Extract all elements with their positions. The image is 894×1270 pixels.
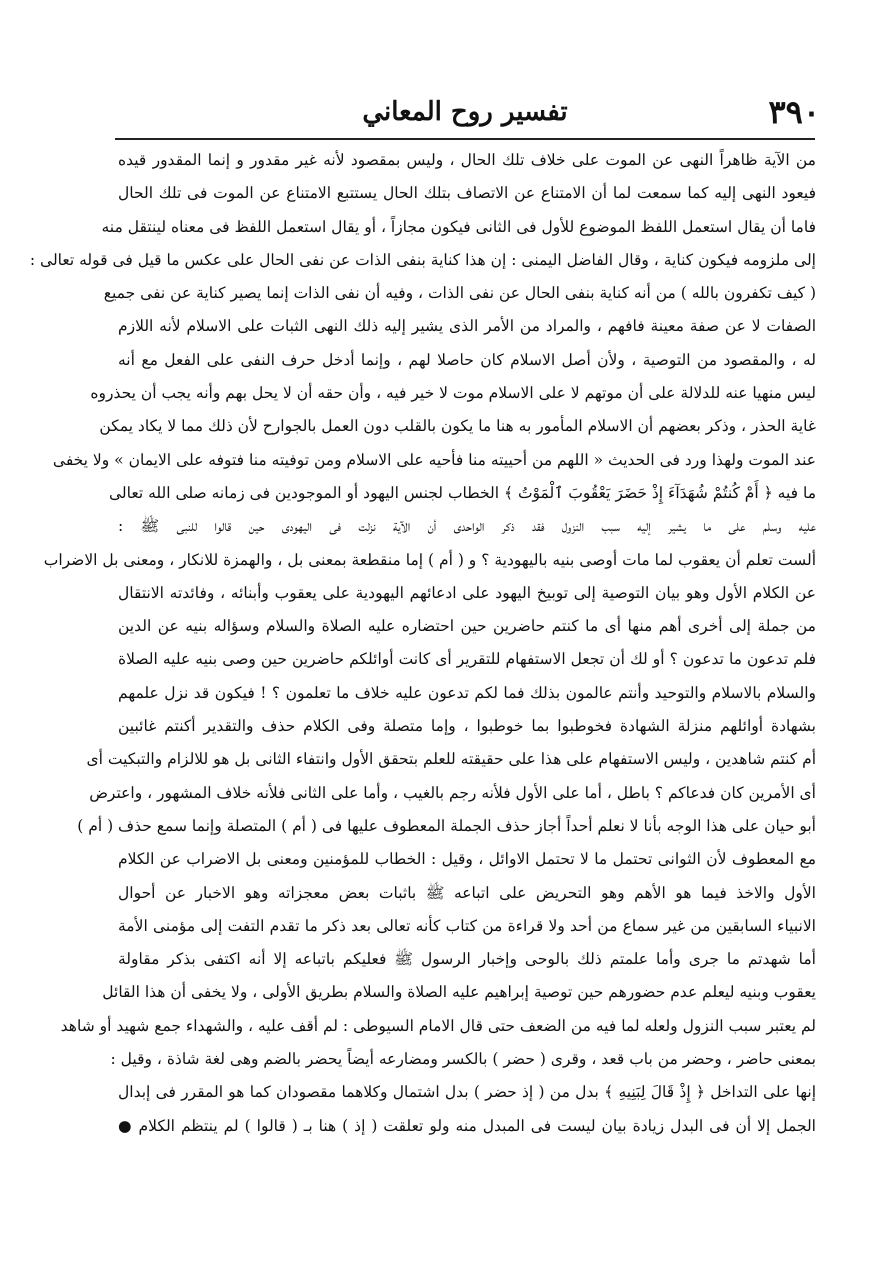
- text-line: مع المعطوف لأن الثوانى تحتمل ما لا تحتمل الاوائل ، وقيل : الخطاب للمؤمنين ومعنى بل الاضراب عن الكلام: [118, 850, 816, 869]
- text-line: لم يعتبر سبب النزول ولعله لما فيه من الضعف حتى قال الامام السيوطى : لم أقف عليه ، والشهداء جمع شهيد أو شاهد: [60, 1016, 816, 1035]
- text-line: عند الموت ولهذا ورد فى الحديث « اللهم من أحييته منا فأحيه على الاسلام ومن توفيته منا فتوفه على الايمان » ولا يخفى: [52, 450, 816, 469]
- text-line: فاما أن يقال استعمل اللفظ الموضوع للأول فى الثانى فيكون مجازاً ، أو يقال استعمل اللفظ فى معناه لينتقل منه: [101, 217, 816, 236]
- text-line: عن الكلام الأول وهو بيان التوصية إلى توبيخ اليهود على ادعائهم اليهودية على يعقوب وأبنائه ، وفائدته الانتقال: [118, 583, 816, 602]
- text-line: إنها على التداخل ﴿ إِذْ قَالَ لِبَنِيهِ ﴾ بدل من ( إذ حضر ) بدل اشتمال وكلاهما مقصودان كما هو المقرر فى إبدال: [118, 1083, 816, 1102]
- text-line: أى الأمرين كان فدعاكم ؟ باطل ، أما على الأول فلأنه رجم بالغيب ، وأما على الثانى فلأنه خلاف المشهور ، واعترض: [89, 783, 816, 802]
- text-line: ما فيه ﴿ أَمْ كُنتُمْ شُهَدَآءَ إِذْ حَضَرَ يَعْقُوبَ ٱلْمَوْتُ ﴾ الخطاب لجنس اليهود أو الموجودين فى زمانه صلى الله تعالى: [108, 483, 816, 502]
- text-line: إلى ملزومه فيكون كناية ، وقال الفاضل اليمنى : إن هذا كناية بنفى الذات عن نفى الحال على عكس ما قيل فى قوله تعالى :: [29, 250, 816, 269]
- page-number: ٣٩٠: [768, 93, 820, 131]
- page-title: تفسير روح المعاني: [362, 97, 568, 127]
- text-line: والسلام بالاسلام والتوحيد وأنتم عالمون بذلك فما لكم تدعون عليه خلاف ما تعلمون ؟ ! فيكون قد نزل علمهم: [118, 683, 816, 702]
- text-line: ( كيف تكفرون بالله ) من أنه كناية بنفى الحال عن نفى الذات ، وفيه أن نفى الذات إنما يصير كناية عن نفى جميع: [103, 284, 816, 303]
- page-body-text: [29, 144, 816, 1143]
- page-header: [110, 88, 820, 138]
- text-line: أبو حيان على هذا الوجه بأنا لا نعلم أحداً أجاز حذف الجملة المعطوف عليها فى ( أم ) المتصلة وإنما سمع حذف ( أم ): [77, 816, 816, 835]
- text-line: فيعود النهى إليه كما سمعت لما أن الامتناع عن الاتصاف بتلك الحال يستتبع الامتناع عن الموت فى تلك الحال: [118, 184, 816, 203]
- text-line: أم كنتم شاهدين ، وليس الاستفهام على هذا على حقيقته للعلم بتحقق الأول وانتفاء الثانى بل هو للالزام والتبكيت أى: [86, 750, 816, 769]
- text-line: الانبياء السابقين من غير سماع من أحد ولا قراءة من كتاب كأنه تعالى بعد ذكر ما تقدم التفت إلى مؤمنى الأمة: [118, 916, 816, 935]
- header-divider: [115, 138, 815, 140]
- text-line: ليس منهيا عنه للدلالة على أن موتهم لا على الاسلام موت لا خير فيه ، وأن حقه أن لا يحل بهم وأنه يجب أن يحذروه: [90, 384, 816, 403]
- text-line: الصفات لا عن صفة معينة فافهم ، والمراد من الأمر الذى يشير إليه ذلك النهى الثبات على الاسلام لأنه اللازم: [118, 317, 816, 336]
- text-line: الجمل إلا أن فى البدل زيادة بيان ليست فى المبدل منه ولو تعلقت ( إذ ) هنا بـ ( قالوا ) لم ينتظم الكلام ●: [118, 1116, 816, 1135]
- text-line: بمعنى حاضر ، وحضر من باب قعد ، وقرى ( حضر ) بالكسر ومضارعه أيضاً يحضر بالضم وهى لغة شاذة ، وقيل :: [110, 1050, 816, 1069]
- text-line: فلم تدعون ما تدعون ؟ أو لك أن تجعل الاستفهام للتقرير أى كانت أوائلكم حاضرين حين وصى بنيه عليه الصلاة: [118, 650, 816, 669]
- text-line: عليه وسلم على ما يشير إليه سبب النزول فقد ذكر الواحدى أن الآية نزلت فى اليهودى حين قالوا للنبى ﷺ :: [118, 517, 816, 536]
- text-line: من الآية ظاهراً النهى عن الموت على خلاف تلك الحال ، وليس بمقصود لأنه غير مقدور و إنما المقدور قيده: [118, 151, 816, 169]
- text-line: له ، والمقصود من التوصية ، ولأن أصل الاسلام كان حاصلا لهم ، وإنما أدخل حرف النفى على الفعل مع أنه: [118, 350, 816, 369]
- text-line: بشهادة أوائلهم منزلة الشهادة فخوطبوا بما خوطبوا ، وإما متصلة وفى الكلام حذف والتقدير أكنتم غائبين: [118, 717, 816, 736]
- text-line: من جملة إلى أخرى أهم منها أى ما كنتم حاضرين حين احتضاره عليه الصلاة والسلام وسؤاله بنيه عن الدين: [118, 617, 816, 636]
- text-line: أما شهدتم ما جرى وأما علمتم ذلك بالوحى وإخبار الرسول ﷺ فعليكم باتباعه إلا أنه اكتفى بذكر مقاولة: [118, 950, 816, 969]
- text-line: يعقوب وبنيه ليعلم عدم حضورهم حين توصية إبراهيم عليه الصلاة والسلام بطريق الأولى ، ولا يخفى أن هذا القائل: [102, 983, 816, 1002]
- text-line: ألست تعلم أن يعقوب لما مات أوصى بنيه باليهودية ؟ و ( أم ) إما منقطعة بمعنى بل ، والهمزة للانكار ، ومعنى بل الاضراب: [43, 550, 816, 569]
- text-line: الأول والاخذ فيما هو الأهم وهو التحريض على اتباعه ﷺ باثبات بعض معجزاته وهو الاخبار عن أحوال: [118, 883, 816, 902]
- text-line: غاية الحذر ، وذكر بعضهم أن الاسلام المأمور به هنا ما يكون بالقلب دون العمل بالجوارح لأن ذلك مما لا يكاد يمكن: [99, 417, 816, 436]
